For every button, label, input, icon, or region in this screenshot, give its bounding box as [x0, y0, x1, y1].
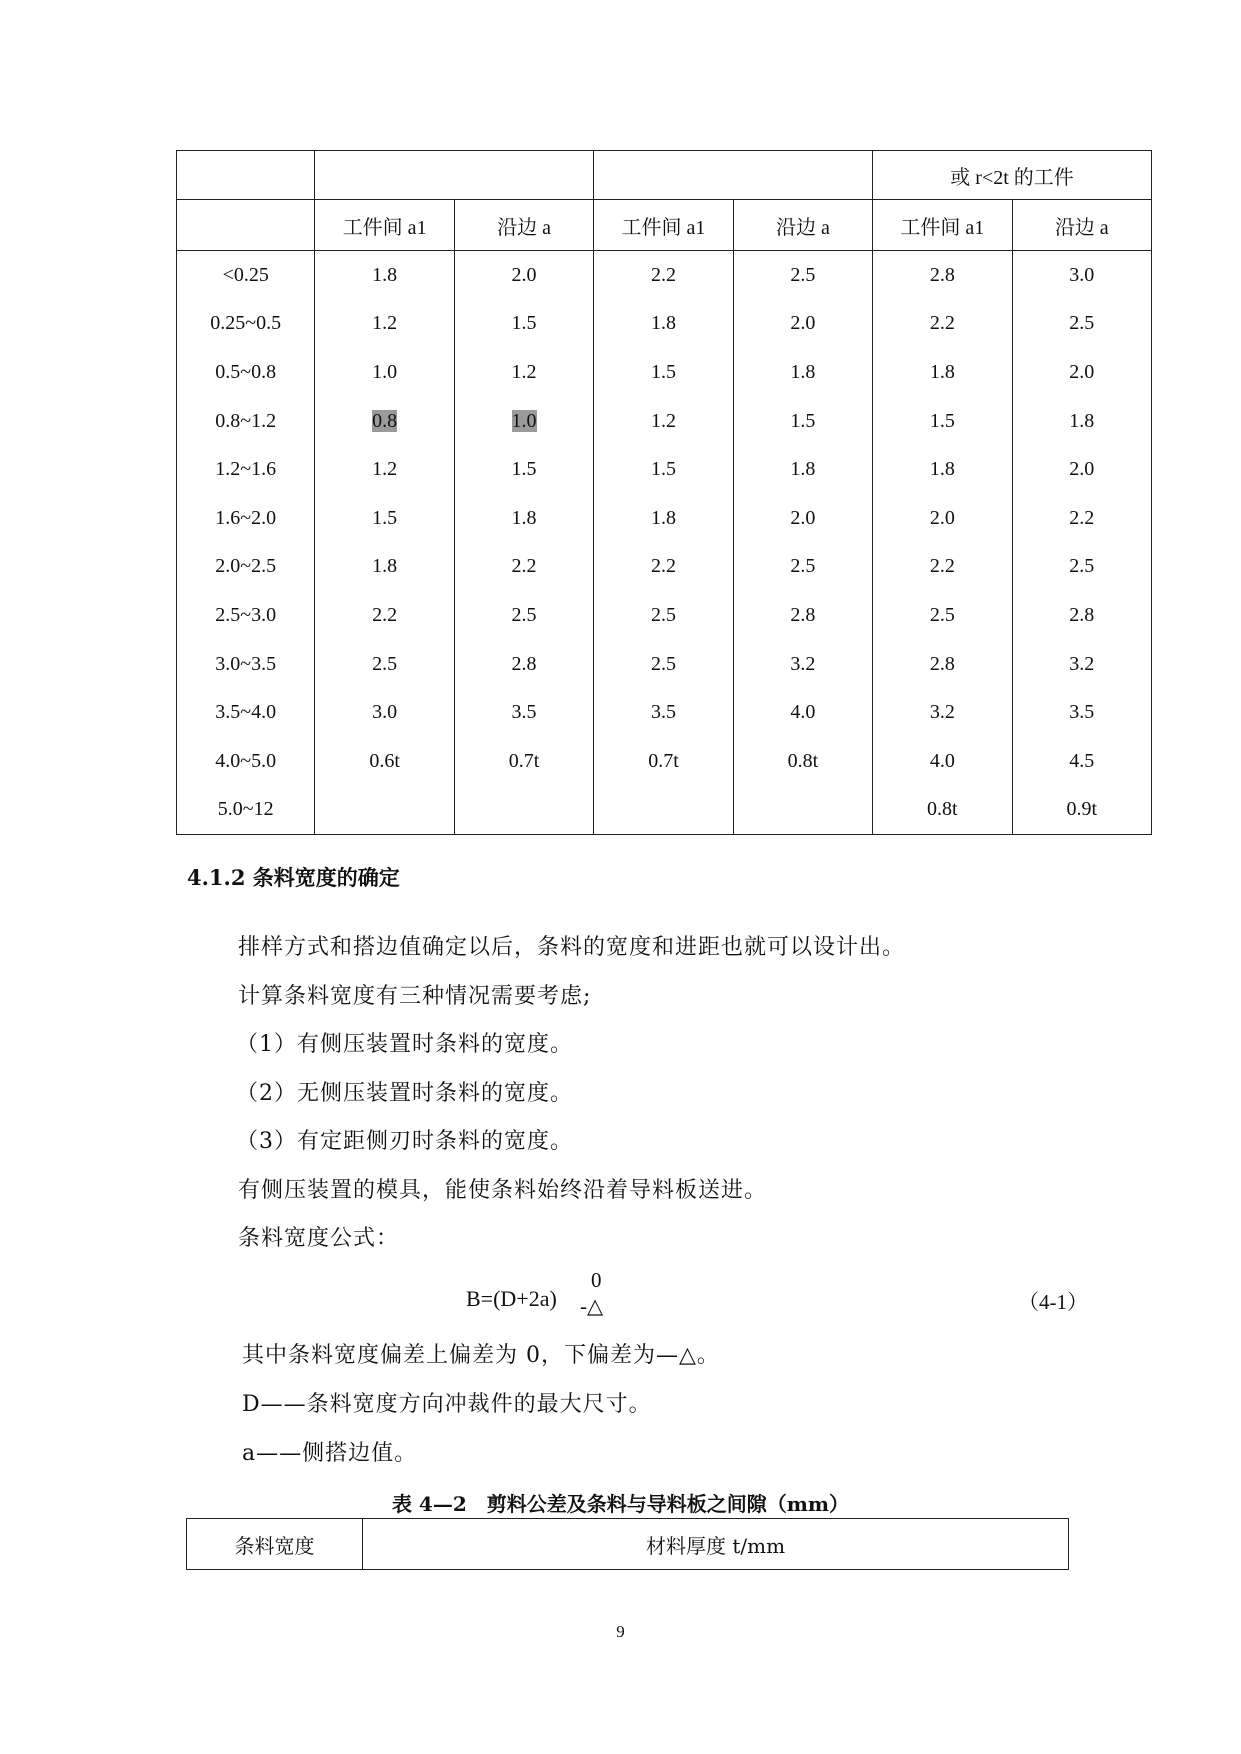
section-heading: 4.1.2 条料宽度的确定 [187, 865, 400, 890]
cell-text: 1.8 [650, 312, 676, 335]
value-cell [873, 543, 1012, 592]
cell-text: 1.2 [372, 312, 398, 335]
cell-text: 2.5 [650, 603, 676, 626]
cell-text: 1.5 [650, 458, 676, 481]
cell-text: 0.8t [787, 749, 819, 772]
list-item: （3）有定距侧刃时条料的宽度。 [236, 1129, 573, 1154]
value-cell [873, 640, 1012, 689]
table-row [177, 737, 1152, 786]
table-row [177, 591, 1152, 640]
thickness-cell [177, 688, 315, 737]
table-body [177, 251, 1152, 835]
cell-text: 2.5 [1069, 555, 1095, 578]
equation-number: （4-1） [1018, 1290, 1088, 1314]
corner-cell [177, 151, 315, 200]
cell-text: 3.0 [372, 701, 398, 724]
value-cell [454, 591, 593, 640]
table-row [177, 397, 1152, 446]
table-row [177, 543, 1152, 592]
cell-text: 3.2 [790, 652, 816, 675]
value-cell [454, 348, 593, 397]
header-cell: 材料厚度 t/mm [363, 1519, 1069, 1570]
paragraph: 计算条料宽度有三种情况需要考虑; [238, 984, 592, 1009]
note: D——条料宽度方向冲裁件的最大尺寸。 [242, 1392, 652, 1417]
cell-text: 0.8t [927, 798, 958, 821]
value-cell [594, 786, 733, 835]
value-cell [733, 640, 872, 689]
cell-text: 3.0 [1069, 263, 1095, 286]
note: 其中条料宽度偏差上偏差为 0，下偏差为—△。 [242, 1343, 720, 1368]
header-cell: 工件间 a1 [315, 200, 454, 251]
cell-text: 1.0 [511, 409, 537, 432]
paragraph: 有侧压装置的模具，能使条料始终沿着导料板送进。 [238, 1178, 768, 1203]
value-cell [1012, 397, 1151, 446]
list-item: （1）有侧压装置时条料的宽度。 [236, 1032, 573, 1057]
value-cell [315, 640, 454, 689]
value-cell [594, 445, 733, 494]
value-cell [594, 543, 733, 592]
cell-text: 3.5 [1069, 701, 1095, 724]
value-cell [315, 688, 454, 737]
value-cell [1012, 786, 1151, 835]
cell-text: 3.5~4.0 [215, 701, 277, 724]
value-cell [873, 737, 1012, 786]
shear-tolerance-table [186, 1518, 1069, 1570]
cell-text: 2.8 [511, 652, 537, 675]
cell-text: 1.8 [372, 555, 398, 578]
cell-text: 2.2 [929, 312, 955, 335]
table-caption: 表 4—2 剪料公差及条料与导料板之间隙（mm） [391, 1492, 850, 1516]
cell-text: 0.25~0.5 [210, 312, 282, 335]
formula-main: B=(D+2a) [466, 1286, 557, 1311]
cell-text: 2.5 [650, 652, 676, 675]
cell-text: 0.8~1.2 [215, 409, 277, 432]
cell-text: 2.5 [1069, 312, 1095, 335]
table-row [177, 494, 1152, 543]
value-cell [733, 543, 872, 592]
cell-text: 2.0 [1069, 458, 1095, 481]
cell-text: 2.2 [511, 555, 537, 578]
value-cell [454, 300, 593, 349]
page-number: 9 [616, 1622, 625, 1641]
value-cell [733, 591, 872, 640]
cell-text: 5.0~12 [217, 798, 274, 821]
value-cell [454, 494, 593, 543]
cell-text: 1.8 [1069, 409, 1095, 432]
cell-text: 2.8 [790, 603, 816, 626]
cell-text: 0.7t [648, 749, 679, 772]
header-cell: 工件间 a1 [873, 200, 1012, 251]
value-cell [454, 688, 593, 737]
value-cell [594, 300, 733, 349]
value-cell [594, 348, 733, 397]
value-cell [315, 397, 454, 446]
value-cell [873, 591, 1012, 640]
cell-text: 1.8 [790, 360, 816, 383]
value-cell [454, 397, 593, 446]
value-cell [1012, 494, 1151, 543]
table-header-row-1 [177, 151, 1152, 200]
value-cell [454, 786, 593, 835]
cell-text: 1.5 [372, 506, 398, 529]
value-cell [1012, 591, 1151, 640]
cell-text: 1.5 [511, 312, 537, 335]
cell-text: 2.8 [929, 263, 955, 286]
cell-text: 2.0 [790, 312, 816, 335]
table-row [177, 640, 1152, 689]
table-row [177, 300, 1152, 349]
value-cell [733, 445, 872, 494]
value-cell [1012, 300, 1151, 349]
value-cell [594, 494, 733, 543]
cell-text: 1.8 [650, 506, 676, 529]
cell-text: 1.5 [511, 458, 537, 481]
cell-text: 2.2 [650, 555, 676, 578]
value-cell [454, 251, 593, 300]
value-cell [454, 543, 593, 592]
table-row [177, 251, 1152, 300]
thickness-cell [177, 543, 315, 592]
cell-text: 1.2 [372, 458, 398, 481]
table-row [177, 445, 1152, 494]
value-cell [733, 786, 872, 835]
cell-text: 0.7t [508, 749, 540, 772]
value-cell [1012, 737, 1151, 786]
value-cell [315, 445, 454, 494]
formula-lower-deviation: -△ [580, 1294, 604, 1318]
cell-text: 2.2 [1069, 506, 1095, 529]
value-cell [733, 348, 872, 397]
value-cell [733, 251, 872, 300]
cell-text: 1.0 [372, 360, 398, 383]
cell-text: 3.0~3.5 [215, 652, 277, 675]
value-cell [1012, 543, 1151, 592]
thickness-cell [177, 737, 315, 786]
value-cell [594, 251, 733, 300]
value-cell [315, 591, 454, 640]
cell-text: 2.5 [790, 555, 816, 578]
cell-text: 1.5 [929, 409, 955, 432]
value-cell [873, 445, 1012, 494]
thickness-cell [177, 300, 315, 349]
value-cell [315, 737, 454, 786]
value-cell [873, 300, 1012, 349]
value-cell [733, 688, 872, 737]
paragraph: 排样方式和搭边值确定以后，条料的宽度和进距也就可以设计出。 [238, 935, 906, 960]
value-cell [873, 348, 1012, 397]
cell-text: 1.8 [372, 263, 398, 286]
cell-text: 0.5~0.8 [215, 360, 277, 383]
value-cell [1012, 348, 1151, 397]
cell-text: 2.8 [1069, 603, 1095, 626]
cell-text: 4.0~5.0 [215, 749, 277, 772]
cell-text: 2.5 [929, 603, 955, 626]
header-cell: 沿边 a [454, 200, 593, 251]
cell-text: 2.5 [372, 652, 398, 675]
cell-text: 2.2 [650, 263, 676, 286]
header-group-2 [594, 151, 873, 200]
cell-text: 1.2~1.6 [215, 458, 277, 481]
cell-text: 0.6t [369, 749, 400, 772]
table-row [177, 688, 1152, 737]
header-cell: 条料宽度 [187, 1519, 363, 1570]
value-cell [594, 591, 733, 640]
cell-text: 1.6~2.0 [215, 506, 277, 529]
paragraph: 条料宽度公式： [238, 1226, 400, 1251]
cell-text: 0.8 [372, 409, 398, 432]
value-cell [873, 251, 1012, 300]
value-cell [594, 737, 733, 786]
cell-text: 2.0 [790, 506, 816, 529]
value-cell [594, 688, 733, 737]
cell-text: 2.5 [511, 603, 537, 626]
value-cell [315, 786, 454, 835]
cell-text: 1.2 [650, 409, 676, 432]
cell-text: 1.5 [650, 360, 676, 383]
header-cell: 沿边 a [733, 200, 872, 251]
cell-text: 3.5 [511, 701, 537, 724]
thickness-cell [177, 591, 315, 640]
value-cell [315, 494, 454, 543]
formula-upper-deviation: 0 [591, 1268, 602, 1292]
cell-text: 2.0~2.5 [215, 555, 277, 578]
cell-text: 2.0 [929, 506, 955, 529]
value-cell [315, 348, 454, 397]
cell-text: 2.0 [1069, 360, 1095, 383]
cell-text: 4.5 [1069, 749, 1095, 772]
value-cell [873, 786, 1012, 835]
cell-text: 2.2 [372, 603, 398, 626]
corner-cell-lower [177, 200, 315, 251]
cell-text: 1.8 [511, 506, 537, 529]
value-cell [873, 688, 1012, 737]
value-cell [1012, 688, 1151, 737]
cell-text: 1.5 [790, 409, 816, 432]
value-cell [873, 397, 1012, 446]
list-item: （2）无侧压装置时条料的宽度。 [236, 1081, 573, 1106]
header-cell: 工件间 a1 [594, 200, 733, 251]
cell-text: 1.8 [790, 458, 816, 481]
thickness-cell [177, 251, 315, 300]
cell-text: 4.0 [790, 701, 816, 724]
margin-value-table [176, 150, 1152, 835]
table-row [177, 786, 1152, 835]
value-cell [454, 640, 593, 689]
value-cell [733, 494, 872, 543]
cell-text: 2.2 [929, 555, 955, 578]
value-cell [1012, 640, 1151, 689]
thickness-cell [177, 397, 315, 446]
value-cell [873, 494, 1012, 543]
cell-text: <0.25 [222, 263, 269, 286]
value-cell [315, 543, 454, 592]
table-row [177, 348, 1152, 397]
cell-text: 1.8 [929, 458, 955, 481]
value-cell [733, 397, 872, 446]
thickness-cell [177, 494, 315, 543]
cell-text: 4.0 [929, 749, 955, 772]
thickness-cell [177, 786, 315, 835]
thickness-cell [177, 445, 315, 494]
value-cell [733, 300, 872, 349]
value-cell [315, 251, 454, 300]
value-cell [454, 737, 593, 786]
cell-text: 3.5 [650, 701, 676, 724]
cell-text: 1.8 [929, 360, 955, 383]
header-group-3: 或 r<2t 的工件 [873, 151, 1152, 200]
header-cell: 沿边 a [1012, 200, 1151, 251]
table-header-row-2 [177, 200, 1152, 251]
value-cell [454, 445, 593, 494]
header-group-1 [315, 151, 594, 200]
cell-text: 2.5~3.0 [215, 603, 277, 626]
note: a——侧搭边值。 [242, 1441, 418, 1466]
cell-text: 2.5 [790, 263, 816, 286]
thickness-cell [177, 640, 315, 689]
cell-text: 1.2 [511, 360, 537, 383]
value-cell [1012, 251, 1151, 300]
thickness-cell [177, 348, 315, 397]
value-cell [733, 737, 872, 786]
cell-text: 2.8 [929, 652, 955, 675]
cell-text: 3.2 [929, 701, 955, 724]
table-header-row [187, 1519, 1069, 1570]
cell-text: 3.2 [1069, 652, 1095, 675]
value-cell [1012, 445, 1151, 494]
cell-text: 0.9t [1066, 798, 1098, 821]
value-cell [594, 640, 733, 689]
value-cell [594, 397, 733, 446]
cell-text: 2.0 [511, 263, 537, 286]
value-cell [315, 300, 454, 349]
